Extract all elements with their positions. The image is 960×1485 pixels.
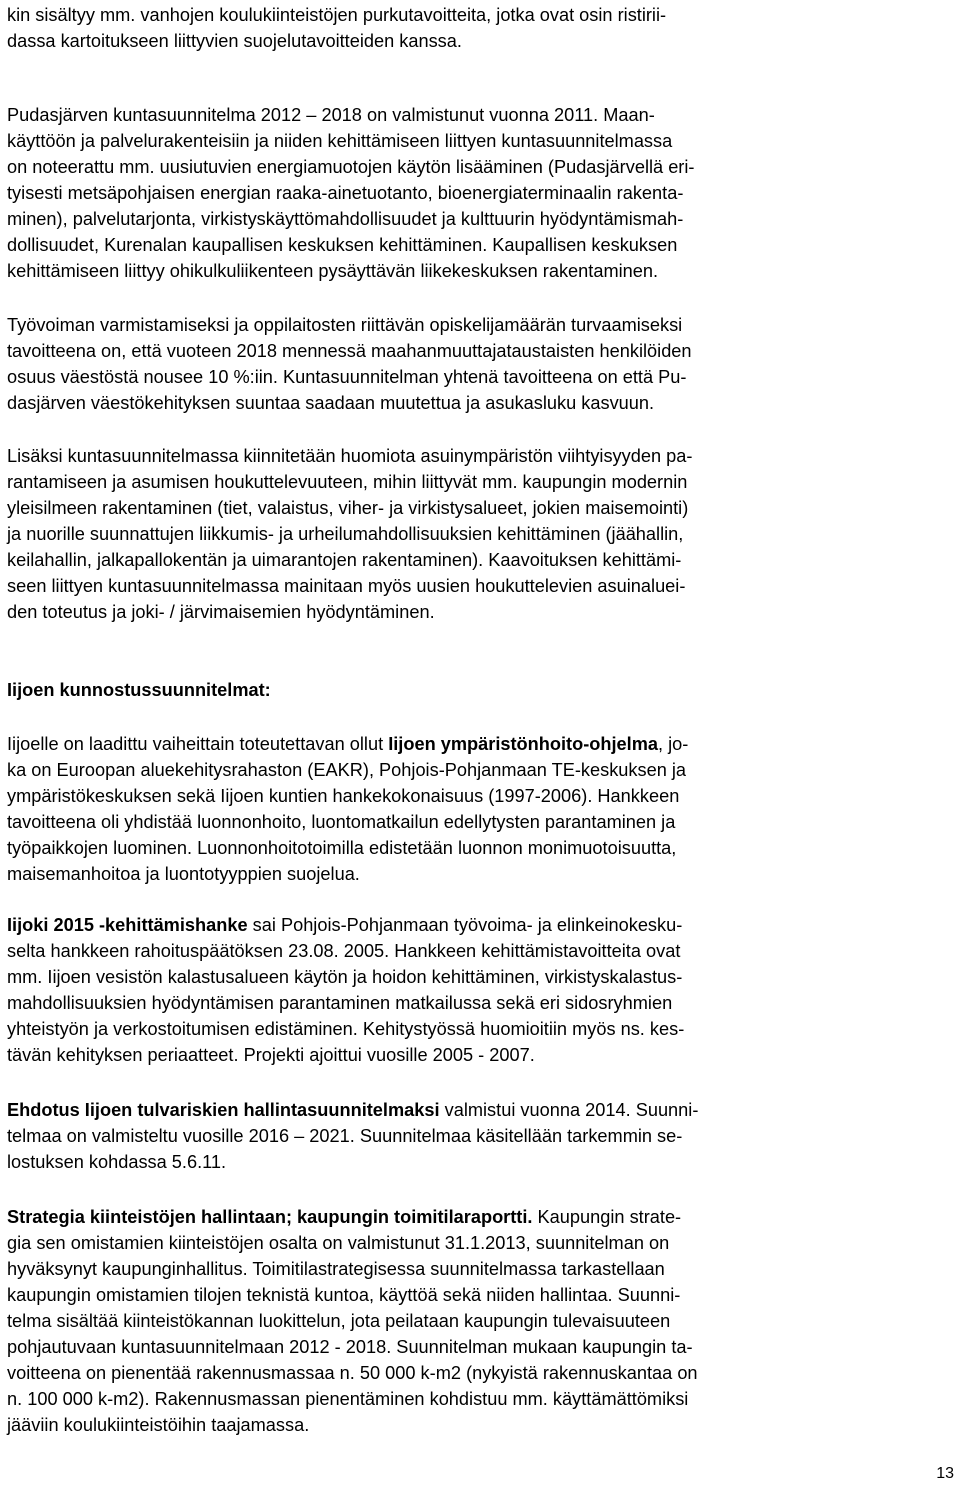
paragraph-3-line-4: dasjärven väestökehityksen suuntaa saadaan muutettua ja asukasluku kasvuun. [7, 393, 655, 413]
paragraph-3-line-1: Työvoiman varmistamiseksi ja oppilaitosten riittävän opiskelijamäärän turvaamiseksi [7, 315, 683, 335]
paragraph-8-line-9: jääviin koulukiinteistöihin taajamassa. [7, 1415, 310, 1435]
paragraph-5-text-a: Iijoelle on laadittu vaiheittain toteutettavan ollut [7, 734, 389, 754]
paragraph-2-line-1: Pudasjärven kuntasuunnitelma 2012 – 2018 on valmistunut vuonna 2011. Maan- [7, 105, 655, 125]
paragraph-5-line-2: ka on Euroopan aluekehitysrahaston (EAKR), Pohjois-Pohjanmaan TE-keskuksen ja [7, 760, 687, 780]
paragraph-7-bold-title: Ehdotus Iijoen tulvariskien hallintasuunnitelmaksi [7, 1100, 440, 1120]
paragraph-6-text: sai Pohjois-Pohjanmaan työvoima- ja elinkeinokesku- [247, 915, 683, 935]
paragraph-4-line-5: keilahallin, jalkapallokentän ja uimarantojen rakentaminen). Kaavoituksen kehittämi- [7, 550, 682, 570]
paragraph-4-line-3: yleisilmeen rakentaminen (tiet, valaistus, viher- ja virkistysalueet, jokien maisemointi) [7, 498, 689, 518]
paragraph-1-line-2: dassa kartoitukseen liittyvien suojelutavoitteiden kanssa. [7, 31, 462, 51]
paragraph-6-line-2: selta hankkeen rahoituspäätöksen 23.08. 2005. Hankkeen kehittämistavoitteita ovat [7, 941, 681, 961]
paragraph-5-line-1 [7, 731, 688, 757]
paragraph-6-line-1 [7, 912, 682, 938]
paragraph-8-line-6: pohjautuvaan kuntasuunnitelmaan 2012 - 2018. Suunnitelman mukaan kaupungin ta- [7, 1337, 693, 1357]
paragraph-7-line-2: telmaa on valmisteltu vuosille 2016 – 2021. Suunnitelmaa käsitellään tarkemmin se- [7, 1126, 683, 1146]
paragraph-8-line-5: telma sisältää kiinteistökannan luokittelun, jota peilataan kaupungin tulevaisuuteen [7, 1311, 671, 1331]
page-number: 13 [936, 1465, 954, 1482]
paragraph-2-line-2: käyttöön ja palvelurakenteisiin ja niiden kehittämiseen liittyen kuntasuunnitelmassa [7, 131, 673, 151]
paragraph-2-line-5: minen), palvelutarjonta, virkistyskäyttömahdollisuudet ja kulttuurin hyödyntämismah- [7, 209, 684, 229]
paragraph-6-bold-title: Iijoki 2015 -kehittämishanke [7, 915, 248, 935]
paragraph-6-line-5: yhteistyön ja verkostoitumisen edistäminen. Kehitystyössä huomioitiin myös ns. kes- [7, 1019, 685, 1039]
paragraph-8-line-2: gia sen omistamien kiinteistöjen osalta on valmistunut 31.1.2013, suunnitelman on [7, 1233, 670, 1253]
paragraph-6-line-4: mahdollisuuksien hyödyntämisen parantaminen matkailussa sekä eri sidosryhmien [7, 993, 673, 1013]
paragraph-5-line-6: maisemanhoitoa ja luontotyyppien suojelua. [7, 864, 360, 884]
paragraph-8-bold-title: Strategia kiinteistöjen hallintaan; kaupungin toimitilaraportti. [7, 1207, 533, 1227]
paragraph-7-text: valmistui vuonna 2014. Suunni- [439, 1100, 699, 1120]
paragraph-6-line-3: mm. Iijoen vesistön kalastusalueen käytön ja hoidon kehittäminen, virkistyskalastus- [7, 967, 683, 987]
paragraph-2-line-4: tyisesti metsäpohjaisen energian raaka-ainetuotanto, bioenergiaterminaalin rakenta- [7, 183, 684, 203]
paragraph-4-line-4: ja nuorille suunnattujen liikkumis- ja urheilumahdollisuuksien kehittäminen (jäähallin, [7, 524, 684, 544]
paragraph-7-line-3: lostuksen kohdassa 5.6.11. [7, 1152, 227, 1172]
paragraph-5-text-b: , jo- [658, 734, 689, 754]
paragraph-2-line-7: kehittämiseen liittyy ohikulkuliikenteen pysäyttävän liikekeskuksen rakentaminen. [7, 261, 659, 281]
paragraph-3-line-3: osuus väestöstä nousee 10 %:iin. Kuntasuunnitelman yhtenä tavoitteena on että Pu- [7, 367, 687, 387]
paragraph-5-bold-title: Iijoen ympäristönhoito-ohjelma [388, 734, 658, 754]
paragraph-3-line-2: tavoitteena on, että vuoteen 2018 mennessä maahanmuuttajataustaisten henkilöiden [7, 341, 692, 361]
paragraph-2-line-6: dollisuudet, Kurenalan kaupallisen keskuksen kehittäminen. Kaupallisen keskuksen [7, 235, 678, 255]
paragraph-7-line-1 [7, 1097, 698, 1123]
section-heading-iijoen-kunnostussuunnitelmat: Iijoen kunnostussuunnitelmat: [7, 680, 271, 700]
paragraph-5-line-3: ympäristökeskuksen sekä Iijoen kuntien hankekokonaisuus (1997-2006). Hankkeen [7, 786, 680, 806]
paragraph-8-line-1 [7, 1204, 681, 1230]
paragraph-5-line-5: työpaikkojen luominen. Luonnonhoitotoimilla edistetään luonnon monimuotoisuutta, [7, 838, 677, 858]
paragraph-2-line-3: on noteerattu mm. uusiutuvien energiamuotojen käytön lisääminen (Pudasjärvellä eri- [7, 157, 695, 177]
paragraph-8-line-3: hyväksynyt kaupunginhallitus. Toimitilastrategisessa suunnitelmassa tarkastellaan [7, 1259, 665, 1279]
paragraph-8-text: Kaupungin strate- [532, 1207, 682, 1227]
paragraph-8-line-4: kaupungin omistamien tilojen teknistä kuntoa, käyttöä sekä niiden hallintaa. Suunni- [7, 1285, 681, 1305]
paragraph-4-line-7: den toteutus ja joki- / järvimaisemien hyödyntäminen. [7, 602, 435, 622]
paragraph-4-line-1: Lisäksi kuntasuunnitelmassa kiinnitetään huomiota asuinympäristön viihtyisyyden pa- [7, 446, 693, 466]
paragraph-5-line-4: tavoitteena oli yhdistää luonnonhoito, luontomatkailun edellytysten parantaminen ja [7, 812, 676, 832]
paragraph-6-line-6: tävän kehityksen periaatteet. Projekti ajoittui vuosille 2005 - 2007. [7, 1045, 535, 1065]
paragraph-1-line-1: kin sisältyy mm. vanhojen koulukiinteistöjen purkutavoitteita, jotka ovat osin ristirii- [7, 5, 667, 25]
paragraph-4-line-2: rantamiseen ja asumisen houkuttelevuuteen, mihin liittyvät mm. kaupungin modernin [7, 472, 688, 492]
paragraph-4-line-6: seen liittyen kuntasuunnitelmassa mainitaan myös uusien houkuttelevien asuinaluei- [7, 576, 686, 596]
paragraph-8-line-8: n. 100 000 k-m2). Rakennusmassan pienentäminen kohdistuu mm. käyttämättömiksi [7, 1389, 689, 1409]
paragraph-8-line-7: voitteena on pienentää rakennusmassaa n. 50 000 k-m2 (nykyistä rakennuskantaa on [7, 1363, 698, 1383]
